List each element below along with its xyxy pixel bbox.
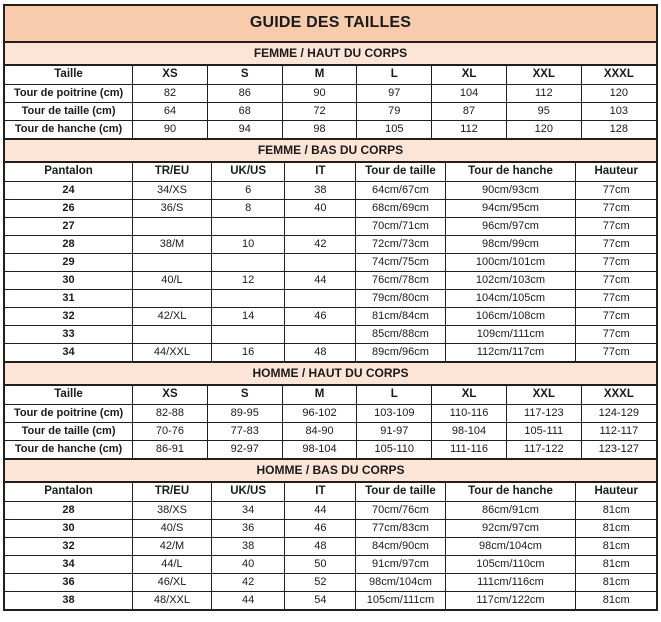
data-cell xyxy=(133,289,212,307)
header-cell: Tour de taille xyxy=(356,483,445,501)
header-cell: XXXL xyxy=(581,66,656,84)
data-cell: 84-90 xyxy=(282,422,357,440)
row-label-cell: 26 xyxy=(5,199,133,217)
data-cell: 98-104 xyxy=(432,422,507,440)
data-cell: 81cm xyxy=(576,537,656,555)
data-cell: 87 xyxy=(432,102,507,120)
table-row xyxy=(5,253,656,271)
data-cell: 92cm/97cm xyxy=(445,519,576,537)
data-cell: 68cm/69cm xyxy=(356,199,445,217)
header-cell: L xyxy=(357,66,432,84)
header-cell: Hauteur xyxy=(576,483,656,501)
data-cell: 81cm xyxy=(576,591,656,609)
size-table-femme-haut xyxy=(5,66,656,138)
data-cell: 76cm/78cm xyxy=(356,271,445,289)
data-cell: 46/XL xyxy=(133,573,212,591)
data-cell: 109cm/111cm xyxy=(445,325,576,343)
table-row xyxy=(5,404,656,422)
data-cell: 96cm/97cm xyxy=(445,217,576,235)
data-cell: 77cm xyxy=(576,289,656,307)
data-cell: 105cm/110cm xyxy=(445,555,576,573)
data-cell: 110-116 xyxy=(432,404,507,422)
row-label-cell: 32 xyxy=(5,537,133,555)
data-cell: 40/L xyxy=(133,271,212,289)
data-cell: 91cm/97cm xyxy=(356,555,445,573)
data-cell: 70cm/71cm xyxy=(356,217,445,235)
row-label-cell: 33 xyxy=(5,325,133,343)
header-row xyxy=(5,386,656,404)
data-cell: 81cm xyxy=(576,501,656,519)
data-cell xyxy=(133,253,212,271)
data-cell: 40 xyxy=(285,199,356,217)
data-cell: 79cm/80cm xyxy=(356,289,445,307)
data-cell: 81cm xyxy=(576,573,656,591)
data-cell: 105 xyxy=(357,120,432,138)
header-cell: Tour de taille xyxy=(356,163,445,181)
data-cell: 44 xyxy=(285,501,356,519)
data-cell: 100cm/101cm xyxy=(445,253,576,271)
data-cell xyxy=(285,253,356,271)
table-row xyxy=(5,501,656,519)
data-cell: 86 xyxy=(207,84,282,102)
section-band-homme-haut: HOMME / HAUT DU CORPS xyxy=(5,361,656,386)
data-cell: 102cm/103cm xyxy=(445,271,576,289)
data-cell: 77cm xyxy=(576,235,656,253)
header-cell: L xyxy=(357,386,432,404)
data-cell: 77cm xyxy=(576,307,656,325)
data-cell: 89cm/96cm xyxy=(356,343,445,361)
section-femme-bas xyxy=(5,138,656,361)
header-cell: UK/US xyxy=(211,483,285,501)
header-cell: Tour de hanche xyxy=(445,163,576,181)
data-cell: 90 xyxy=(133,120,208,138)
data-cell: 77cm/83cm xyxy=(356,519,445,537)
table-row xyxy=(5,422,656,440)
table-row xyxy=(5,343,656,361)
data-cell: 111cm/116cm xyxy=(445,573,576,591)
header-cell: S xyxy=(207,386,282,404)
data-cell: 124-129 xyxy=(581,404,656,422)
data-cell: 105cm/111cm xyxy=(356,591,445,609)
row-label-cell: 30 xyxy=(5,271,133,289)
data-cell: 77cm xyxy=(576,343,656,361)
data-cell xyxy=(211,253,285,271)
data-cell: 70-76 xyxy=(133,422,208,440)
row-label-cell: 29 xyxy=(5,253,133,271)
data-cell: 112cm/117cm xyxy=(445,343,576,361)
data-cell xyxy=(211,217,285,235)
table-row xyxy=(5,555,656,573)
data-cell: 40/S xyxy=(133,519,212,537)
header-cell: TR/EU xyxy=(133,163,212,181)
data-cell: 74cm/75cm xyxy=(356,253,445,271)
row-label-cell: 28 xyxy=(5,235,133,253)
data-cell: 40 xyxy=(211,555,285,573)
data-cell: 86cm/91cm xyxy=(445,501,576,519)
data-cell: 77cm xyxy=(576,271,656,289)
data-cell: 14 xyxy=(211,307,285,325)
section-homme-bas xyxy=(5,458,656,609)
row-label-cell: 34 xyxy=(5,555,133,573)
data-cell: 52 xyxy=(285,573,356,591)
table-row xyxy=(5,325,656,343)
row-label-cell: 24 xyxy=(5,181,133,199)
table-row xyxy=(5,271,656,289)
row-label-cell: 36 xyxy=(5,573,133,591)
data-cell: 44 xyxy=(211,591,285,609)
data-cell: 123-127 xyxy=(581,440,656,458)
row-label-cell: Tour de taille (cm) xyxy=(5,422,133,440)
data-cell: 34 xyxy=(211,501,285,519)
size-table-femme-bas xyxy=(5,163,656,361)
size-table-homme-haut xyxy=(5,386,656,458)
data-cell xyxy=(133,325,212,343)
data-cell: 12 xyxy=(211,271,285,289)
header-row xyxy=(5,66,656,84)
data-cell: 48 xyxy=(285,537,356,555)
data-cell: 77cm xyxy=(576,217,656,235)
header-cell: XXL xyxy=(506,386,581,404)
data-cell: 81cm xyxy=(576,555,656,573)
section-homme-haut xyxy=(5,361,656,458)
data-cell: 103-109 xyxy=(357,404,432,422)
data-cell: 98cm/104cm xyxy=(445,537,576,555)
data-cell: 112 xyxy=(506,84,581,102)
data-cell: 103 xyxy=(581,102,656,120)
data-cell: 36 xyxy=(211,519,285,537)
size-table-homme-bas xyxy=(5,483,656,609)
data-cell: 120 xyxy=(581,84,656,102)
data-cell xyxy=(285,217,356,235)
header-cell: Pantalon xyxy=(5,483,133,501)
data-cell: 77cm xyxy=(576,199,656,217)
header-cell: XL xyxy=(432,66,507,84)
row-label-cell: 27 xyxy=(5,217,133,235)
table-row xyxy=(5,440,656,458)
data-cell: 117-122 xyxy=(506,440,581,458)
header-cell: M xyxy=(282,386,357,404)
data-cell: 86-91 xyxy=(133,440,208,458)
header-row xyxy=(5,483,656,501)
header-cell: S xyxy=(207,66,282,84)
data-cell: 46 xyxy=(285,519,356,537)
data-cell: 117-123 xyxy=(506,404,581,422)
row-label-cell: Tour de hanche (cm) xyxy=(5,440,133,458)
header-cell: XS xyxy=(133,66,208,84)
header-cell: IT xyxy=(285,163,356,181)
data-cell: 98 xyxy=(282,120,357,138)
data-cell: 42/XL xyxy=(133,307,212,325)
data-cell: 94cm/95cm xyxy=(445,199,576,217)
data-cell: 91-97 xyxy=(357,422,432,440)
row-label-cell: 30 xyxy=(5,519,133,537)
row-label-cell: Tour de taille (cm) xyxy=(5,102,133,120)
table-row xyxy=(5,84,656,102)
data-cell: 38 xyxy=(285,181,356,199)
section-femme-haut xyxy=(5,41,656,138)
data-cell: 36/S xyxy=(133,199,212,217)
data-cell: 112 xyxy=(432,120,507,138)
data-cell: 77cm xyxy=(576,325,656,343)
header-cell: Hauteur xyxy=(576,163,656,181)
data-cell: 70cm/76cm xyxy=(356,501,445,519)
data-cell: 98cm/99cm xyxy=(445,235,576,253)
table-row xyxy=(5,307,656,325)
data-cell: 8 xyxy=(211,199,285,217)
table-row xyxy=(5,537,656,555)
row-label-cell: 38 xyxy=(5,591,133,609)
data-cell: 98-104 xyxy=(282,440,357,458)
data-cell: 81cm/84cm xyxy=(356,307,445,325)
data-cell: 72cm/73cm xyxy=(356,235,445,253)
data-cell: 117cm/122cm xyxy=(445,591,576,609)
header-cell: TR/EU xyxy=(133,483,212,501)
data-cell: 92-97 xyxy=(207,440,282,458)
data-cell: 82-88 xyxy=(133,404,208,422)
section-band-femme-haut: FEMME / HAUT DU CORPS xyxy=(5,41,656,66)
data-cell: 84cm/90cm xyxy=(356,537,445,555)
data-cell: 44/XXL xyxy=(133,343,212,361)
data-cell: 38/M xyxy=(133,235,212,253)
header-cell: M xyxy=(282,66,357,84)
data-cell: 81cm xyxy=(576,519,656,537)
data-cell: 68 xyxy=(207,102,282,120)
data-cell: 48/XXL xyxy=(133,591,212,609)
data-cell: 97 xyxy=(357,84,432,102)
table-row xyxy=(5,181,656,199)
data-cell: 95 xyxy=(506,102,581,120)
table-row xyxy=(5,217,656,235)
section-band-femme-bas: FEMME / BAS DU CORPS xyxy=(5,138,656,163)
data-cell xyxy=(211,325,285,343)
header-cell: XL xyxy=(432,386,507,404)
data-cell: 79 xyxy=(357,102,432,120)
header-cell: UK/US xyxy=(211,163,285,181)
data-cell: 42/M xyxy=(133,537,212,555)
table-row xyxy=(5,102,656,120)
data-cell: 98cm/104cm xyxy=(356,573,445,591)
data-cell: 90cm/93cm xyxy=(445,181,576,199)
data-cell xyxy=(133,217,212,235)
data-cell: 111-116 xyxy=(432,440,507,458)
row-label-cell: Tour de poitrine (cm) xyxy=(5,404,133,422)
header-row xyxy=(5,163,656,181)
data-cell: 16 xyxy=(211,343,285,361)
data-cell: 104 xyxy=(432,84,507,102)
data-cell: 44/L xyxy=(133,555,212,573)
data-cell: 72 xyxy=(282,102,357,120)
section-band-homme-bas: HOMME / BAS DU CORPS xyxy=(5,458,656,483)
data-cell: 64cm/67cm xyxy=(356,181,445,199)
size-guide-table xyxy=(3,4,658,611)
data-cell: 96-102 xyxy=(282,404,357,422)
data-cell: 77cm xyxy=(576,181,656,199)
data-cell: 46 xyxy=(285,307,356,325)
data-cell: 64 xyxy=(133,102,208,120)
data-cell: 90 xyxy=(282,84,357,102)
data-cell: 105-110 xyxy=(357,440,432,458)
header-cell: Taille xyxy=(5,66,133,84)
table-row xyxy=(5,591,656,609)
table-row xyxy=(5,573,656,591)
table-row xyxy=(5,235,656,253)
data-cell: 77-83 xyxy=(207,422,282,440)
header-cell: Pantalon xyxy=(5,163,133,181)
data-cell: 89-95 xyxy=(207,404,282,422)
header-cell: IT xyxy=(285,483,356,501)
data-cell: 94 xyxy=(207,120,282,138)
header-cell: XXL xyxy=(506,66,581,84)
row-label-cell: Tour de poitrine (cm) xyxy=(5,84,133,102)
data-cell: 42 xyxy=(211,573,285,591)
data-cell: 6 xyxy=(211,181,285,199)
header-cell: XS xyxy=(133,386,208,404)
page-title: GUIDE DES TAILLES xyxy=(5,6,656,41)
data-cell xyxy=(285,289,356,307)
header-cell: Tour de hanche xyxy=(445,483,576,501)
data-cell: 120 xyxy=(506,120,581,138)
data-cell: 10 xyxy=(211,235,285,253)
table-row xyxy=(5,519,656,537)
table-row xyxy=(5,289,656,307)
table-row xyxy=(5,120,656,138)
data-cell: 85cm/88cm xyxy=(356,325,445,343)
data-cell xyxy=(285,325,356,343)
data-cell: 44 xyxy=(285,271,356,289)
data-cell: 82 xyxy=(133,84,208,102)
data-cell: 38 xyxy=(211,537,285,555)
data-cell: 112-117 xyxy=(581,422,656,440)
data-cell: 48 xyxy=(285,343,356,361)
data-cell: 106cm/108cm xyxy=(445,307,576,325)
data-cell: 77cm xyxy=(576,253,656,271)
data-cell: 105-111 xyxy=(506,422,581,440)
row-label-cell: 32 xyxy=(5,307,133,325)
data-cell: 42 xyxy=(285,235,356,253)
table-row xyxy=(5,199,656,217)
data-cell: 38/XS xyxy=(133,501,212,519)
data-cell: 50 xyxy=(285,555,356,573)
data-cell: 128 xyxy=(581,120,656,138)
row-label-cell: 28 xyxy=(5,501,133,519)
header-cell: XXXL xyxy=(581,386,656,404)
row-label-cell: 34 xyxy=(5,343,133,361)
data-cell: 104cm/105cm xyxy=(445,289,576,307)
data-cell xyxy=(211,289,285,307)
data-cell: 54 xyxy=(285,591,356,609)
header-cell: Taille xyxy=(5,386,133,404)
row-label-cell: Tour de hanche (cm) xyxy=(5,120,133,138)
data-cell: 34/XS xyxy=(133,181,212,199)
row-label-cell: 31 xyxy=(5,289,133,307)
